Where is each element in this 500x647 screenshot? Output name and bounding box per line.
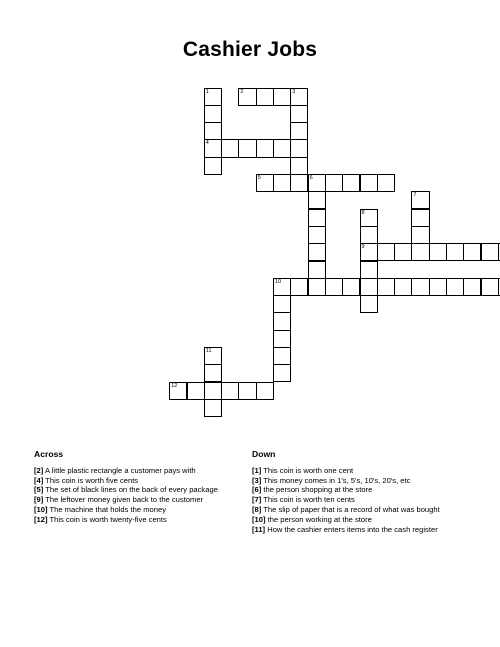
clue-text: This coin is worth five cents [43,475,139,485]
grid-cell[interactable] [204,347,222,365]
clue-number: 11 [205,348,212,354]
clue-number: 3 [292,88,296,95]
grid-cell[interactable] [273,347,291,365]
clue-number: 2 [240,88,244,95]
grid-cell[interactable] [273,295,291,313]
grid-cell[interactable] [411,243,429,261]
across-clue [34,495,218,505]
grid-cell[interactable] [342,174,360,192]
grid-cell[interactable] [290,174,308,192]
across-heading: Across [34,449,64,459]
clue-num: [2] [34,465,44,475]
across-clue [34,466,218,476]
grid-cell[interactable] [411,226,429,244]
grid-cell[interactable] [204,399,222,417]
grid-cell[interactable] [325,278,343,296]
grid-cell[interactable] [377,243,395,261]
clue-number: 9 [361,244,365,251]
clue-text: This money comes in 1's, 5's, 10's, 20's, etc [261,475,411,485]
grid-cell[interactable] [429,243,447,261]
grid-cell[interactable] [238,382,256,400]
grid-cell[interactable] [273,88,291,106]
clue-num: [10] [34,504,48,514]
clue-num: [6] [252,485,262,495]
grid-cell[interactable] [290,278,308,296]
grid-cell[interactable] [204,157,222,175]
grid-cell[interactable] [273,278,291,296]
clue-text: the person shopping at the store [261,485,373,495]
grid-cell[interactable] [273,330,291,348]
clue-number: 12 [171,382,178,389]
grid-cell[interactable] [308,191,326,209]
clue-num: [1] [252,465,262,475]
across-clue [34,476,218,486]
grid-cell[interactable] [169,382,187,400]
across-clue [34,485,218,495]
down-clue [252,476,440,486]
grid-cell[interactable] [481,278,499,296]
grid-cell[interactable] [256,174,274,192]
grid-cell[interactable] [377,278,395,296]
grid-cell[interactable] [394,278,412,296]
down-clue [252,525,440,535]
grid-cell[interactable] [481,243,499,261]
clue-number: 4 [205,140,209,147]
grid-cell[interactable] [446,243,464,261]
grid-cell[interactable] [463,243,481,261]
clue-num: [7] [252,495,262,505]
grid-cell[interactable] [360,295,378,313]
grid-cell[interactable] [308,261,326,279]
clue-num: [8] [252,504,262,514]
clue-number: 7 [413,192,417,199]
clue-text: the person working at the store [265,514,372,524]
grid-cell[interactable] [204,105,222,123]
grid-cell[interactable] [463,278,481,296]
grid-cell[interactable] [411,278,429,296]
grid-cell[interactable] [360,261,378,279]
clue-text: A little plastic rectangle a customer pays with [43,465,196,475]
clue-text: The leftover money given back to the customer [43,495,204,505]
down-clue [252,515,440,525]
grid-cell[interactable] [290,88,308,106]
grid-cell[interactable] [342,278,360,296]
grid-cell[interactable] [204,88,222,106]
grid-cell[interactable] [411,191,429,209]
grid-cell[interactable] [360,278,378,296]
grid-cell[interactable] [308,209,326,227]
grid-cell[interactable] [204,382,222,400]
grid-cell[interactable] [429,278,447,296]
grid-cell[interactable] [308,226,326,244]
clue-text: How the cashier enters items into the cash register [265,524,438,534]
clue-number: 8 [361,209,365,216]
grid-cell[interactable] [273,312,291,330]
down-clue [252,505,440,515]
clue-num: [12] [34,514,48,524]
grid-cell[interactable] [308,174,326,192]
grid-cell[interactable] [446,278,464,296]
grid-cell[interactable] [411,209,429,227]
clue-num: [3] [252,475,262,485]
grid-cell[interactable] [360,243,378,261]
clue-num: [11] [252,524,266,534]
grid-cell[interactable] [204,122,222,140]
clue-number: 1 [205,88,209,95]
across-clue [34,505,218,515]
grid-cell[interactable] [360,174,378,192]
clue-num: [9] [34,495,44,505]
grid-cell[interactable] [325,174,343,192]
clue-text: The machine that holds the money [47,504,166,514]
clue-number: 10 [275,278,282,285]
grid-cell[interactable] [256,382,274,400]
clue-number: 5 [257,175,261,181]
grid-cell[interactable] [394,243,412,261]
grid-cell[interactable] [308,243,326,261]
grid-cell[interactable] [204,364,222,382]
across-clues [34,450,218,525]
down-clue [252,466,440,476]
across-clue [34,515,218,525]
clue-num: [4] [34,475,44,485]
clue-text: This coin is worth one cent [261,465,354,475]
grid-cell[interactable] [273,364,291,382]
clue-text: This coin is worth ten cents [261,495,355,505]
page-title: Cashier Jobs [182,38,318,61]
grid-cell[interactable] [273,174,291,192]
grid-cell[interactable] [273,139,291,157]
clue-number: 6 [309,175,313,181]
grid-cell[interactable] [290,122,308,140]
grid-cell[interactable] [308,278,326,296]
grid-cell[interactable] [238,139,256,157]
clue-text: The slip of paper that is a record of what was bought [261,504,440,514]
grid-cell[interactable] [360,226,378,244]
clue-num: [5] [34,485,44,495]
down-heading: Down [252,449,276,459]
grid-cell[interactable] [238,88,256,106]
grid-cell[interactable] [290,157,308,175]
grid-cell[interactable] [256,88,274,106]
down-clue [252,495,440,505]
grid-cell[interactable] [187,382,205,400]
down-clues [252,450,440,534]
clue-num: [10] [252,514,266,524]
clue-text: The set of black lines on the back of every package [43,485,218,495]
grid-cell[interactable] [221,382,239,400]
grid-cell[interactable] [290,105,308,123]
down-clue [252,485,440,495]
grid-cell[interactable] [221,139,239,157]
grid-cell[interactable] [256,139,274,157]
grid-cell[interactable] [290,139,308,157]
grid-cell[interactable] [377,174,395,192]
grid-cell[interactable] [360,209,378,227]
clue-text: This coin is worth twenty-five cents [47,514,167,524]
grid-cell[interactable] [204,139,222,157]
